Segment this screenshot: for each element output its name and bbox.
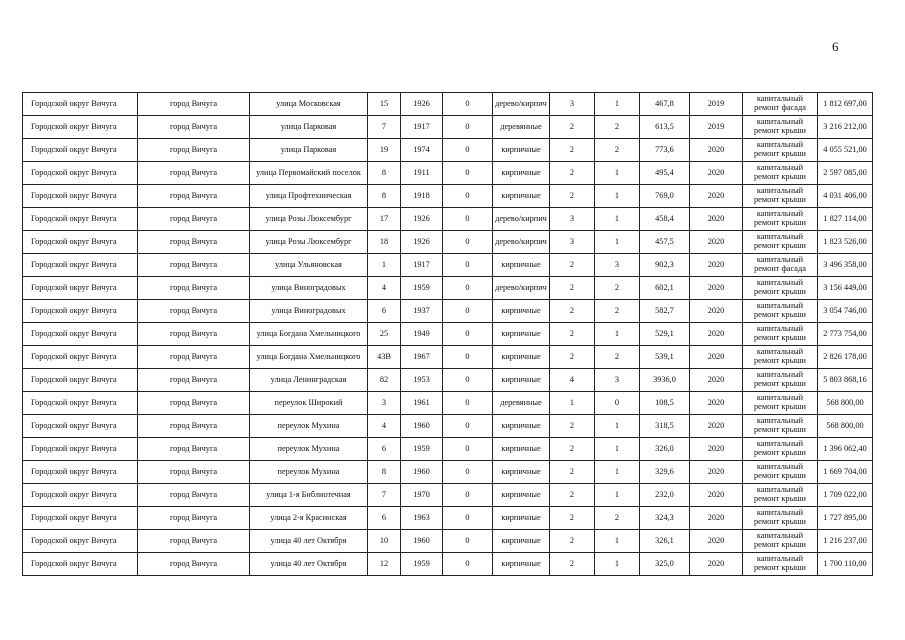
cell-street: переулок Мухина [250, 438, 368, 461]
cell-entrances: 3 [595, 369, 640, 392]
cell-entrances: 2 [595, 300, 640, 323]
cell-year-built: 1911 [401, 162, 443, 185]
cell-area: 326,1 [640, 530, 690, 553]
cell-work-type: капитальный ремонт крыши [743, 461, 818, 484]
cell-entrances: 1 [595, 323, 640, 346]
cell-street: улица Ульяновская [250, 254, 368, 277]
cell-cost: 3 156 449,00 [818, 277, 873, 300]
cell-wall-material: деревянные [493, 116, 550, 139]
cell-entrances: 1 [595, 553, 640, 576]
cell-year-built: 1974 [401, 139, 443, 162]
cell-wall-material: дерево/кирпич [493, 277, 550, 300]
cell-street: улица 40 лет Октября [250, 553, 368, 576]
cell-floors: 2 [550, 553, 595, 576]
cell-plan-year: 2020 [690, 553, 743, 576]
table-row [23, 185, 873, 208]
table-row [23, 254, 873, 277]
table-row [23, 300, 873, 323]
cell-municipality: Городской округ Вичуга [23, 300, 138, 323]
cell-municipality: Городской округ Вичуга [23, 530, 138, 553]
cell-floors: 2 [550, 277, 595, 300]
cell-floors: 2 [550, 323, 595, 346]
cell-zero-value: 0 [443, 346, 493, 369]
cell-area: 318,5 [640, 415, 690, 438]
cell-zero-value: 0 [443, 277, 493, 300]
cell-zero-value: 0 [443, 231, 493, 254]
cell-street: переулок Широкий [250, 392, 368, 415]
cell-area: 458,4 [640, 208, 690, 231]
cell-municipality: Городской округ Вичуга [23, 139, 138, 162]
cell-street: улица Парковая [250, 139, 368, 162]
cell-municipality: Городской округ Вичуга [23, 93, 138, 116]
cell-locality: город Вичуга [138, 461, 250, 484]
cell-house-number: 8 [368, 185, 401, 208]
cell-zero-value: 0 [443, 392, 493, 415]
cell-municipality: Городской округ Вичуга [23, 461, 138, 484]
cell-house-number: 15 [368, 93, 401, 116]
page-number: 6 [832, 39, 839, 54]
table-row [23, 139, 873, 162]
cell-municipality: Городской округ Вичуга [23, 346, 138, 369]
table-body [23, 93, 873, 576]
cell-locality: город Вичуга [138, 254, 250, 277]
cell-zero-value: 0 [443, 484, 493, 507]
cell-year-built: 1953 [401, 369, 443, 392]
cell-floors: 2 [550, 185, 595, 208]
cell-floors: 2 [550, 415, 595, 438]
cell-street: улица Богдана Хмельницкого [250, 323, 368, 346]
cell-street: переулок Мухина [250, 415, 368, 438]
cell-zero-value: 0 [443, 323, 493, 346]
cell-year-built: 1961 [401, 392, 443, 415]
cell-cost: 3 496 358,00 [818, 254, 873, 277]
cell-entrances: 1 [595, 185, 640, 208]
cell-entrances: 1 [595, 530, 640, 553]
cell-cost: 1 669 704,00 [818, 461, 873, 484]
cell-zero-value: 0 [443, 553, 493, 576]
cell-floors: 3 [550, 231, 595, 254]
cell-zero-value: 0 [443, 208, 493, 231]
cell-cost: 3 054 746,00 [818, 300, 873, 323]
cell-wall-material: кирпичные [493, 461, 550, 484]
cell-plan-year: 2020 [690, 277, 743, 300]
table-row [23, 369, 873, 392]
cell-year-built: 1960 [401, 415, 443, 438]
cell-entrances: 1 [595, 415, 640, 438]
cell-cost: 568 800,00 [818, 392, 873, 415]
cell-plan-year: 2020 [690, 185, 743, 208]
cell-year-built: 1960 [401, 461, 443, 484]
cell-wall-material: дерево/кирпич [493, 231, 550, 254]
cell-floors: 2 [550, 461, 595, 484]
cell-cost: 2 826 178,00 [818, 346, 873, 369]
cell-municipality: Городской округ Вичуга [23, 553, 138, 576]
table-row [23, 277, 873, 300]
cell-floors: 2 [550, 346, 595, 369]
table-row [23, 553, 873, 576]
cell-plan-year: 2020 [690, 208, 743, 231]
cell-house-number: 17 [368, 208, 401, 231]
cell-locality: город Вичуга [138, 231, 250, 254]
cell-cost: 1 823 526,00 [818, 231, 873, 254]
cell-entrances: 2 [595, 116, 640, 139]
table-row [23, 231, 873, 254]
cell-area: 325,0 [640, 553, 690, 576]
cell-plan-year: 2020 [690, 415, 743, 438]
cell-zero-value: 0 [443, 162, 493, 185]
cell-year-built: 1949 [401, 323, 443, 346]
cell-entrances: 2 [595, 507, 640, 530]
cell-entrances: 1 [595, 208, 640, 231]
cell-cost: 2 597 085,00 [818, 162, 873, 185]
cell-street: улица Парковая [250, 116, 368, 139]
cell-street: переулок Мухина [250, 461, 368, 484]
cell-work-type: капитальный ремонт крыши [743, 553, 818, 576]
table-row [23, 162, 873, 185]
cell-plan-year: 2020 [690, 438, 743, 461]
cell-entrances: 1 [595, 461, 640, 484]
cell-plan-year: 2020 [690, 484, 743, 507]
cell-zero-value: 0 [443, 116, 493, 139]
cell-area: 529,1 [640, 323, 690, 346]
cell-entrances: 1 [595, 438, 640, 461]
table-row [23, 116, 873, 139]
cell-work-type: капитальный ремонт крыши [743, 415, 818, 438]
cell-zero-value: 0 [443, 93, 493, 116]
cell-house-number: 4 [368, 277, 401, 300]
table-row [23, 392, 873, 415]
cell-municipality: Городской округ Вичуга [23, 162, 138, 185]
cell-year-built: 1926 [401, 231, 443, 254]
cell-wall-material: кирпичные [493, 139, 550, 162]
cell-locality: город Вичуга [138, 139, 250, 162]
cell-municipality: Городской округ Вичуга [23, 208, 138, 231]
cell-floors: 2 [550, 254, 595, 277]
cell-floors: 1 [550, 392, 595, 415]
cell-locality: город Вичуга [138, 438, 250, 461]
cell-cost: 1 827 114,00 [818, 208, 873, 231]
cell-entrances: 2 [595, 346, 640, 369]
cell-plan-year: 2020 [690, 507, 743, 530]
cell-floors: 3 [550, 208, 595, 231]
cell-plan-year: 2020 [690, 461, 743, 484]
cell-street: улица 2-я Красинская [250, 507, 368, 530]
table-row [23, 346, 873, 369]
cell-entrances: 1 [595, 93, 640, 116]
cell-plan-year: 2020 [690, 231, 743, 254]
cell-area: 232,0 [640, 484, 690, 507]
cell-work-type: капитальный ремонт крыши [743, 139, 818, 162]
cell-street: улица Розы Люксембург [250, 208, 368, 231]
cell-house-number: 43В [368, 346, 401, 369]
cell-plan-year: 2020 [690, 162, 743, 185]
cell-cost: 4 055 521,00 [818, 139, 873, 162]
cell-house-number: 7 [368, 116, 401, 139]
cell-work-type: капитальный ремонт фасада [743, 254, 818, 277]
cell-street: улица Московская [250, 93, 368, 116]
cell-entrances: 0 [595, 392, 640, 415]
cell-wall-material: кирпичные [493, 346, 550, 369]
cell-area: 769,0 [640, 185, 690, 208]
table-row [23, 438, 873, 461]
cell-floors: 3 [550, 93, 595, 116]
cell-municipality: Городской округ Вичуга [23, 392, 138, 415]
cell-municipality: Городской округ Вичуга [23, 185, 138, 208]
cell-wall-material: кирпичные [493, 254, 550, 277]
cell-locality: город Вичуга [138, 369, 250, 392]
cell-wall-material: кирпичные [493, 438, 550, 461]
cell-zero-value: 0 [443, 415, 493, 438]
cell-street: улица Ленинградская [250, 369, 368, 392]
cell-entrances: 2 [595, 277, 640, 300]
cell-area: 324,3 [640, 507, 690, 530]
cell-area: 3936,0 [640, 369, 690, 392]
cell-year-built: 1918 [401, 185, 443, 208]
cell-work-type: капитальный ремонт крыши [743, 231, 818, 254]
cell-work-type: капитальный ремонт крыши [743, 438, 818, 461]
cell-zero-value: 0 [443, 254, 493, 277]
cell-house-number: 1 [368, 254, 401, 277]
cell-plan-year: 2020 [690, 323, 743, 346]
cell-zero-value: 0 [443, 438, 493, 461]
cell-cost: 5 803 868,16 [818, 369, 873, 392]
cell-floors: 2 [550, 300, 595, 323]
cell-area: 457,5 [640, 231, 690, 254]
table-row [23, 415, 873, 438]
cell-floors: 2 [550, 530, 595, 553]
cell-locality: город Вичуга [138, 530, 250, 553]
table-row [23, 93, 873, 116]
cell-house-number: 6 [368, 300, 401, 323]
cell-house-number: 25 [368, 323, 401, 346]
cell-entrances: 1 [595, 162, 640, 185]
cell-cost: 1 709 022,00 [818, 484, 873, 507]
cell-year-built: 1963 [401, 507, 443, 530]
cell-house-number: 6 [368, 507, 401, 530]
cell-year-built: 1926 [401, 208, 443, 231]
cell-locality: город Вичуга [138, 323, 250, 346]
cell-work-type: капитальный ремонт крыши [743, 208, 818, 231]
cell-area: 773,6 [640, 139, 690, 162]
cell-street: улица 40 лет Октября [250, 530, 368, 553]
cell-year-built: 1917 [401, 116, 443, 139]
cell-work-type: капитальный ремонт крыши [743, 185, 818, 208]
cell-municipality: Городской округ Вичуга [23, 438, 138, 461]
cell-street: улица Розы Люксембург [250, 231, 368, 254]
cell-area: 539,1 [640, 346, 690, 369]
cell-wall-material: кирпичные [493, 300, 550, 323]
cell-area: 613,5 [640, 116, 690, 139]
cell-house-number: 18 [368, 231, 401, 254]
cell-zero-value: 0 [443, 300, 493, 323]
cell-zero-value: 0 [443, 530, 493, 553]
cell-year-built: 1970 [401, 484, 443, 507]
cell-house-number: 3 [368, 392, 401, 415]
cell-area: 495,4 [640, 162, 690, 185]
table-row [23, 507, 873, 530]
cell-floors: 2 [550, 507, 595, 530]
cell-municipality: Городской округ Вичуга [23, 277, 138, 300]
cell-locality: город Вичуга [138, 392, 250, 415]
cell-work-type: капитальный ремонт крыши [743, 530, 818, 553]
cell-area: 329,6 [640, 461, 690, 484]
cell-street: улица Виноградовых [250, 277, 368, 300]
cell-floors: 2 [550, 139, 595, 162]
cell-cost: 1 727 895,00 [818, 507, 873, 530]
cell-plan-year: 2020 [690, 392, 743, 415]
cell-cost: 1 700 110,00 [818, 553, 873, 576]
cell-locality: город Вичуга [138, 116, 250, 139]
cell-municipality: Городской округ Вичуга [23, 507, 138, 530]
cell-municipality: Городской округ Вичуга [23, 369, 138, 392]
cell-work-type: капитальный ремонт крыши [743, 507, 818, 530]
cell-plan-year: 2019 [690, 116, 743, 139]
cell-cost: 1 216 237,00 [818, 530, 873, 553]
cell-cost: 3 216 212,00 [818, 116, 873, 139]
cell-street: улица Богдана Хмельницкого [250, 346, 368, 369]
cell-year-built: 1959 [401, 438, 443, 461]
cell-floors: 2 [550, 162, 595, 185]
cell-locality: город Вичуга [138, 277, 250, 300]
cell-locality: город Вичуга [138, 415, 250, 438]
cell-locality: город Вичуга [138, 346, 250, 369]
cell-work-type: капитальный ремонт крыши [743, 162, 818, 185]
cell-house-number: 7 [368, 484, 401, 507]
cell-municipality: Городской округ Вичуга [23, 116, 138, 139]
cell-locality: город Вичуга [138, 162, 250, 185]
cell-cost: 568 800,00 [818, 415, 873, 438]
cell-house-number: 12 [368, 553, 401, 576]
cell-zero-value: 0 [443, 369, 493, 392]
cell-locality: город Вичуга [138, 300, 250, 323]
cell-wall-material: кирпичные [493, 162, 550, 185]
cell-year-built: 1926 [401, 93, 443, 116]
cell-area: 108,5 [640, 392, 690, 415]
cell-area: 326,0 [640, 438, 690, 461]
cell-house-number: 82 [368, 369, 401, 392]
cell-cost: 1 396 062,40 [818, 438, 873, 461]
cell-house-number: 8 [368, 162, 401, 185]
cell-wall-material: кирпичные [493, 507, 550, 530]
cell-year-built: 1959 [401, 553, 443, 576]
cell-plan-year: 2020 [690, 346, 743, 369]
cell-locality: город Вичуга [138, 208, 250, 231]
cell-work-type: капитальный ремонт крыши [743, 323, 818, 346]
cell-street: улица Виноградовых [250, 300, 368, 323]
cell-house-number: 19 [368, 139, 401, 162]
cell-locality: город Вичуга [138, 185, 250, 208]
cell-plan-year: 2020 [690, 139, 743, 162]
cell-cost: 4 031 406,00 [818, 185, 873, 208]
cell-year-built: 1917 [401, 254, 443, 277]
cell-wall-material: кирпичные [493, 553, 550, 576]
cell-year-built: 1937 [401, 300, 443, 323]
cell-work-type: капитальный ремонт крыши [743, 346, 818, 369]
cell-work-type: капитальный ремонт крыши [743, 484, 818, 507]
table-row [23, 208, 873, 231]
cell-municipality: Городской округ Вичуга [23, 415, 138, 438]
cell-cost: 1 812 697,00 [818, 93, 873, 116]
cell-wall-material: дерево/кирпич [493, 93, 550, 116]
cell-zero-value: 0 [443, 185, 493, 208]
cell-house-number: 8 [368, 461, 401, 484]
cell-locality: город Вичуга [138, 553, 250, 576]
cell-plan-year: 2020 [690, 530, 743, 553]
cell-floors: 4 [550, 369, 595, 392]
cell-area: 902,3 [640, 254, 690, 277]
cell-cost: 2 773 754,00 [818, 323, 873, 346]
cell-entrances: 3 [595, 254, 640, 277]
cell-plan-year: 2019 [690, 93, 743, 116]
cell-municipality: Городской округ Вичуга [23, 484, 138, 507]
cell-work-type: капитальный ремонт крыши [743, 116, 818, 139]
cell-year-built: 1960 [401, 530, 443, 553]
cell-house-number: 6 [368, 438, 401, 461]
cell-house-number: 4 [368, 415, 401, 438]
cell-zero-value: 0 [443, 507, 493, 530]
cell-street: улица Профтехническая [250, 185, 368, 208]
cell-house-number: 10 [368, 530, 401, 553]
cell-wall-material: кирпичные [493, 185, 550, 208]
cell-plan-year: 2020 [690, 369, 743, 392]
cell-locality: город Вичуга [138, 484, 250, 507]
cell-area: 602,1 [640, 277, 690, 300]
housing-repair-table [22, 92, 873, 576]
table-row [23, 484, 873, 507]
cell-wall-material: кирпичные [493, 369, 550, 392]
cell-plan-year: 2020 [690, 254, 743, 277]
cell-wall-material: деревянные [493, 392, 550, 415]
cell-year-built: 1967 [401, 346, 443, 369]
cell-floors: 2 [550, 438, 595, 461]
cell-year-built: 1959 [401, 277, 443, 300]
cell-work-type: капитальный ремонт фасада [743, 93, 818, 116]
cell-area: 582,7 [640, 300, 690, 323]
cell-street: улица Первомайский поселок [250, 162, 368, 185]
table-row [23, 530, 873, 553]
cell-municipality: Городской округ Вичуга [23, 323, 138, 346]
cell-wall-material: кирпичные [493, 415, 550, 438]
cell-work-type: капитальный ремонт крыши [743, 300, 818, 323]
cell-work-type: капитальный ремонт крыши [743, 277, 818, 300]
table-row [23, 461, 873, 484]
cell-zero-value: 0 [443, 461, 493, 484]
cell-wall-material: кирпичные [493, 484, 550, 507]
cell-floors: 2 [550, 116, 595, 139]
table-row [23, 323, 873, 346]
cell-floors: 2 [550, 484, 595, 507]
cell-street: улица 1-я Библиотечная [250, 484, 368, 507]
cell-work-type: капитальный ремонт крыши [743, 369, 818, 392]
cell-work-type: капитальный ремонт крыши [743, 392, 818, 415]
cell-wall-material: дерево/кирпич [493, 208, 550, 231]
cell-entrances: 1 [595, 484, 640, 507]
cell-wall-material: кирпичные [493, 530, 550, 553]
cell-entrances: 2 [595, 139, 640, 162]
cell-locality: город Вичуга [138, 507, 250, 530]
cell-wall-material: кирпичные [493, 323, 550, 346]
cell-municipality: Городской округ Вичуга [23, 231, 138, 254]
cell-entrances: 1 [595, 231, 640, 254]
cell-zero-value: 0 [443, 139, 493, 162]
cell-plan-year: 2020 [690, 300, 743, 323]
cell-locality: город Вичуга [138, 93, 250, 116]
cell-municipality: Городской округ Вичуга [23, 254, 138, 277]
cell-area: 467,8 [640, 93, 690, 116]
